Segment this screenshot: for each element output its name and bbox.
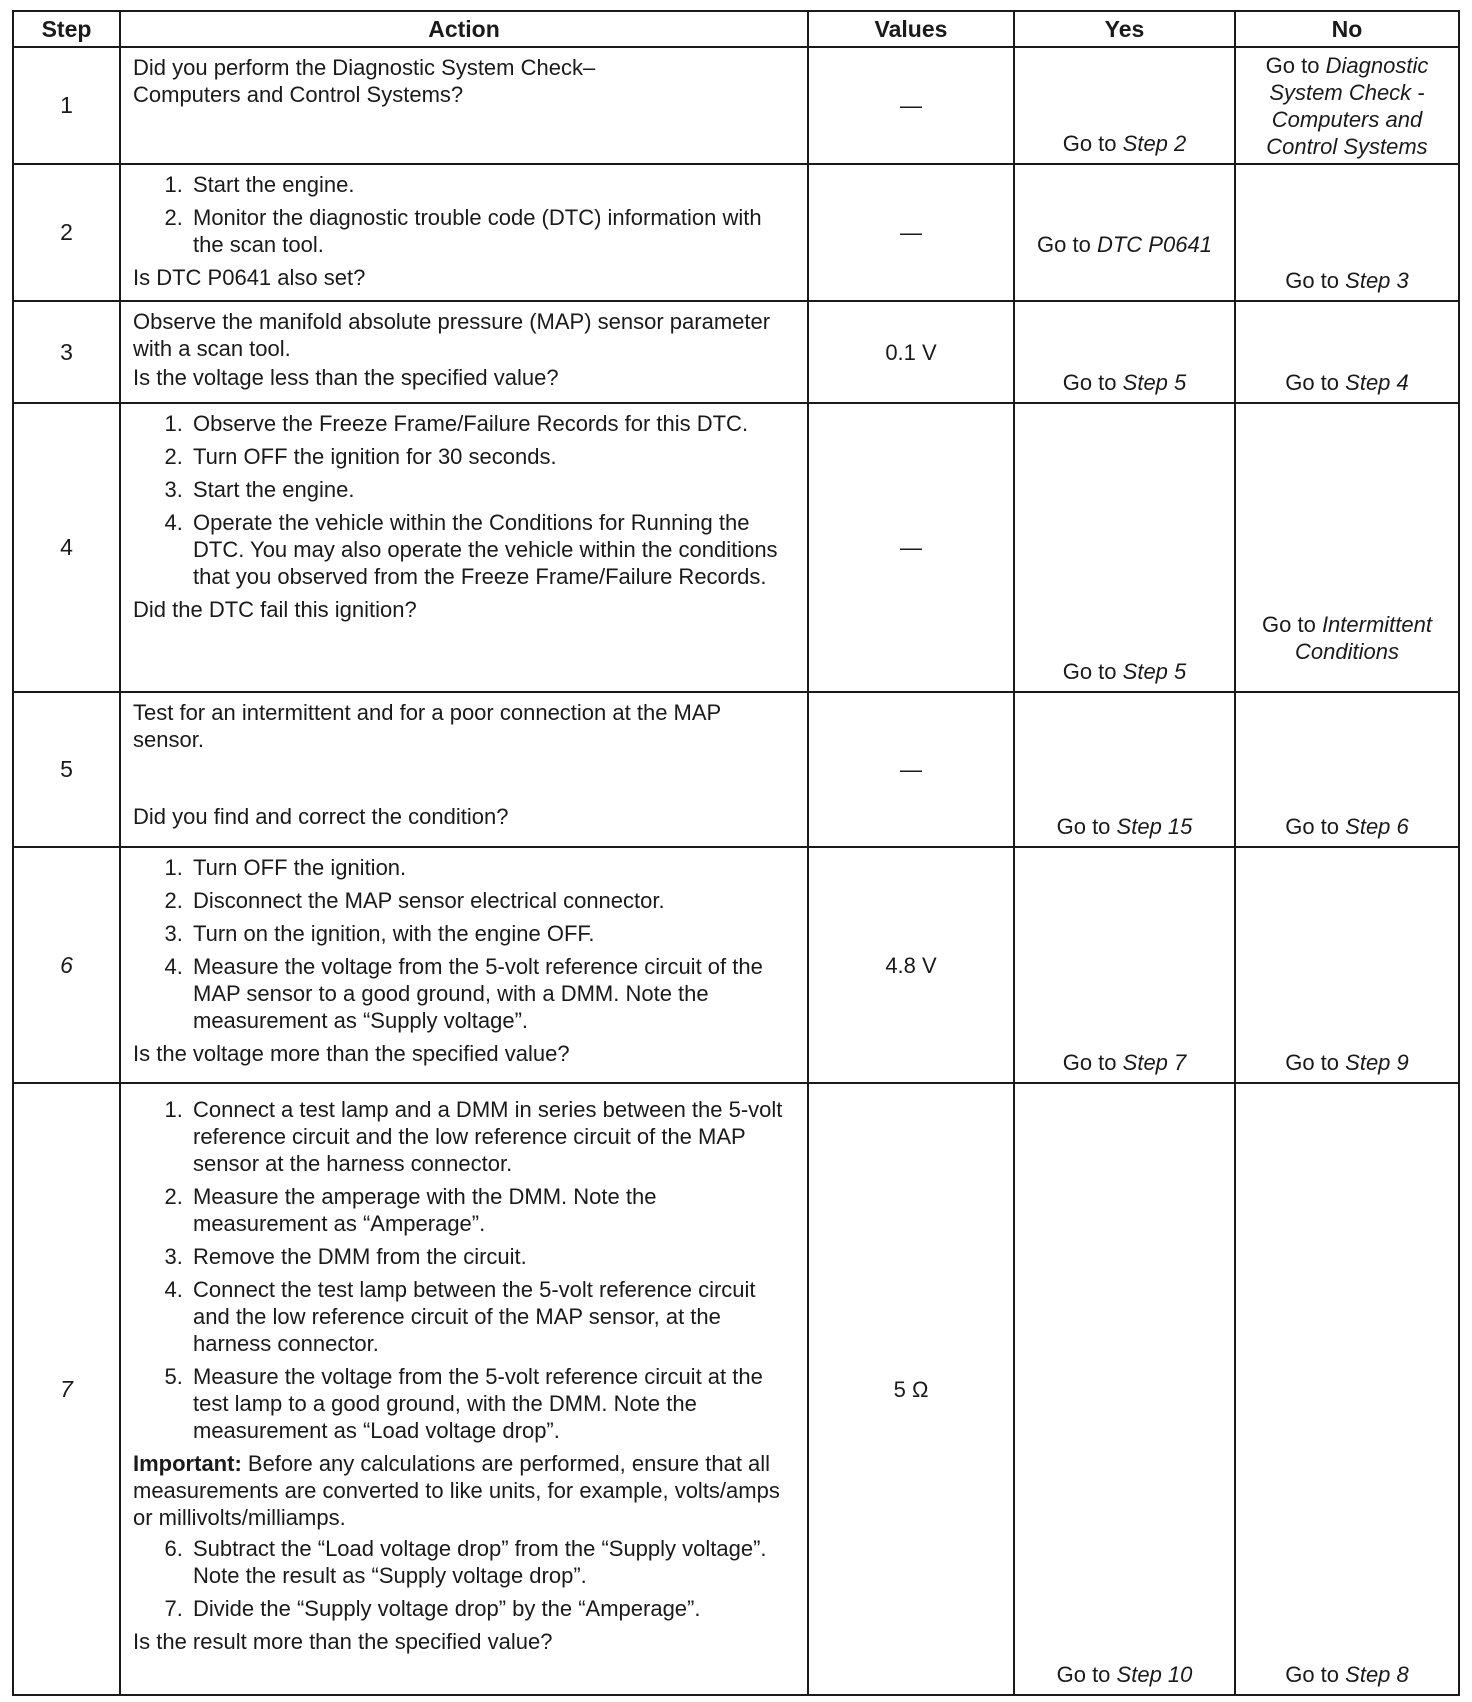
step-number: 7	[13, 1083, 120, 1695]
action-steps-list	[133, 410, 797, 590]
header-values: Values	[808, 11, 1014, 47]
action-question: Is the result more than the specified value?	[133, 1629, 553, 1654]
list-item: 4. Operate the vehicle within the Conditions for Running the DTC. You may also operate the vehicle within the conditions that you observed from the Freeze Frame/Failure Records.	[189, 509, 797, 590]
list-item: 1. Turn OFF the ignition.	[189, 854, 797, 881]
action-question: Did the DTC fail this ignition?	[133, 597, 417, 622]
action-steps-list	[133, 854, 797, 1034]
yes-cell	[1014, 692, 1235, 847]
no-link[interactable]: Go to Diagnostic System Check - Computers and Control Systems	[1265, 53, 1429, 159]
action-steps-list-continued	[133, 1535, 797, 1622]
list-item: 5. Measure the voltage from the 5-volt reference circuit at the test lamp to a good ground, with the DMM. Note the measurement as “Load voltage drop”.	[189, 1363, 797, 1444]
table-row	[13, 47, 1459, 164]
step-number: 1	[13, 47, 120, 164]
yes-cell	[1014, 47, 1235, 164]
list-item: 2. Turn OFF the ignition for 30 seconds.	[189, 443, 797, 470]
value-cell: 4.8 V	[808, 847, 1014, 1083]
important-text: Before any calculations are performed, ensure that all measurements are converted to like units, for example, volts/amps or millivolts/milliamps.	[133, 1451, 780, 1530]
action-steps-list	[133, 1096, 797, 1444]
yes-cell	[1014, 301, 1235, 403]
yes-link[interactable]: Go to DTC P0641	[1037, 232, 1212, 257]
action-question: Is the voltage less than the specified value?	[133, 365, 559, 390]
yes-link[interactable]: Go to Step 7	[1062, 1050, 1187, 1075]
action-cell	[120, 847, 808, 1083]
list-item: 6. Subtract the “Load voltage drop” from the “Supply voltage”. Note the result as “Supply voltage drop”.	[189, 1535, 797, 1589]
no-cell	[1235, 1083, 1459, 1695]
value-cell: 5 Ω	[808, 1083, 1014, 1695]
list-item: 7. Divide the “Supply voltage drop” by the “Amperage”.	[189, 1595, 797, 1622]
list-item: 4. Measure the voltage from the 5-volt reference circuit of the MAP sensor to a good ground, with a DMM. Note the measurement as “Supply voltage”.	[189, 953, 797, 1034]
no-link[interactable]: Go to Step 9	[1285, 1050, 1409, 1075]
value-cell: —	[808, 403, 1014, 692]
action-cell	[120, 403, 808, 692]
action-text: Test for an intermittent and for a poor connection at the MAP sensor.	[133, 700, 721, 752]
no-link[interactable]: Go to Step 4	[1285, 370, 1409, 395]
table-row	[13, 164, 1459, 301]
list-item: 2. Monitor the diagnostic trouble code (DTC) information with the scan tool.	[189, 204, 797, 258]
value-cell: 0.1 V	[808, 301, 1014, 403]
step-number: 4	[13, 403, 120, 692]
step-number: 3	[13, 301, 120, 403]
action-cell	[120, 301, 808, 403]
action-text: Observe the manifold absolute pressure (MAP) sensor parameter with a scan tool.	[133, 309, 771, 361]
list-item: 3. Start the engine.	[189, 476, 797, 503]
list-item: 4. Connect the test lamp between the 5-volt reference circuit and the low reference circuit of the MAP sensor, at the harness connector.	[189, 1276, 797, 1357]
value-cell: —	[808, 164, 1014, 301]
important-label: Important:	[133, 1451, 242, 1476]
step-number: 2	[13, 164, 120, 301]
table-header-row	[13, 11, 1459, 47]
table-row	[13, 847, 1459, 1083]
list-item: 2. Disconnect the MAP sensor electrical connector.	[189, 887, 797, 914]
yes-cell	[1014, 1083, 1235, 1695]
list-item: 2. Measure the amperage with the DMM. Note the measurement as “Amperage”.	[189, 1183, 797, 1237]
action-question: Is the voltage more than the specified value?	[133, 1041, 570, 1066]
yes-cell	[1014, 847, 1235, 1083]
action-steps-list	[133, 171, 797, 258]
list-item: 3. Turn on the ignition, with the engine OFF.	[189, 920, 797, 947]
important-note	[133, 1450, 797, 1531]
step-number: 5	[13, 692, 120, 847]
step-number: 6	[13, 847, 120, 1083]
list-item: 1. Observe the Freeze Frame/Failure Records for this DTC.	[189, 410, 797, 437]
no-cell	[1235, 47, 1459, 164]
list-item: 1. Start the engine.	[189, 171, 797, 198]
yes-link[interactable]: Go to Step 10	[1056, 1662, 1193, 1687]
value-cell: —	[808, 692, 1014, 847]
no-cell	[1235, 847, 1459, 1083]
action-text: Did you perform the Diagnostic System Check–	[133, 55, 596, 80]
yes-link[interactable]: Go to Step 2	[1062, 131, 1187, 156]
no-link[interactable]: Go to Step 6	[1285, 814, 1409, 839]
yes-link[interactable]: Go to Step 15	[1056, 814, 1193, 839]
no-cell	[1235, 164, 1459, 301]
no-cell	[1235, 403, 1459, 692]
action-cell	[120, 47, 808, 164]
no-cell	[1235, 301, 1459, 403]
table-row	[13, 692, 1459, 847]
yes-cell	[1014, 164, 1235, 301]
header-action: Action	[120, 11, 808, 47]
list-item: 1. Connect a test lamp and a DMM in series between the 5-volt reference circuit and the low reference circuit of the MAP sensor at the harness connector.	[189, 1096, 797, 1177]
yes-link[interactable]: Go to Step 5	[1062, 659, 1187, 684]
action-cell	[120, 692, 808, 847]
value-cell: —	[808, 47, 1014, 164]
no-link[interactable]: Go to Step 8	[1285, 1662, 1409, 1687]
diagnostic-table-frame	[12, 10, 1458, 1696]
header-yes: Yes	[1014, 11, 1235, 47]
action-cell	[120, 1083, 808, 1695]
no-cell	[1235, 692, 1459, 847]
table-row	[13, 1083, 1459, 1695]
list-item: 3. Remove the DMM from the circuit.	[189, 1243, 797, 1270]
action-cell	[120, 164, 808, 301]
action-text: Computers and Control Systems?	[133, 82, 464, 107]
diagnostic-table	[12, 10, 1460, 1696]
action-question: Did you find and correct the condition?	[133, 804, 509, 829]
yes-cell	[1014, 403, 1235, 692]
action-question: Is DTC P0641 also set?	[133, 265, 366, 290]
header-no: No	[1235, 11, 1459, 47]
header-step: Step	[13, 11, 120, 47]
table-row	[13, 301, 1459, 403]
no-link[interactable]: Go to Step 3	[1285, 268, 1409, 293]
yes-link[interactable]: Go to Step 5	[1062, 370, 1187, 395]
no-link[interactable]: Go to Intermittent Conditions	[1262, 612, 1432, 664]
table-row	[13, 403, 1459, 692]
